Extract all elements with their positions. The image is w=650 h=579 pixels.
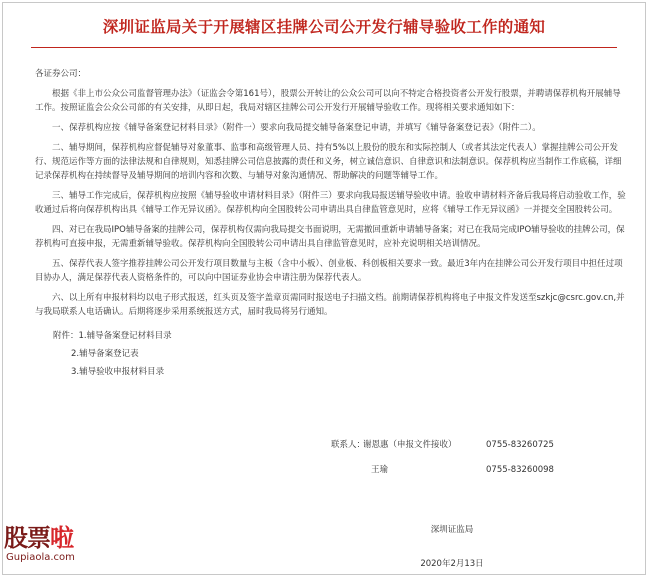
attachment-row [35, 345, 629, 363]
contact-name: 谢恩惠（申报文件接收） [363, 440, 457, 450]
contact-row [331, 438, 601, 463]
paragraph-2: 二、辅导期间，保荐机构应督促辅导对象董事、监事和高级管理人员、持有5%以上股份的股东和实际控制人（或者其法定代表人）掌握挂牌公司公开发行、规范运作等方面的法律法规和自律规则，知悉挂牌公司信息披露的责任和义务，树立诚信意识、自律意识和法制意识。保荐机构应当制作工作底稿，详细记录保荐机构在持续督导及辅导期间的培训内容和次数、与辅导对象沟通情况、帮助解决的问题等辅导工作。 [35, 143, 622, 181]
paragraph-intro: 根据《非上市公众公司监督管理办法》（证监会令第161号），股票公开转让的公众公司可以向不特定合格投资者公开发行股票，并聘请保荐机构开展辅导工作。按照证监会公众公司部的有关安排，从即日起，我局对辖区挂牌公司公开发行开展辅导验收工作。现将相关要求通知如下： [35, 89, 621, 113]
attachment-row [35, 327, 629, 345]
watermark-main [4, 524, 104, 552]
document-body [35, 67, 629, 381]
contacts-block [331, 438, 601, 488]
attachment-row [35, 363, 629, 381]
document-title: 深圳证监局关于开展辖区挂牌公司公开发行辅导验收工作的通知 [102, 18, 546, 36]
attachment-item: 1.辅导备案登记材料目录 [78, 331, 172, 341]
attachments-label: 附件： [53, 331, 79, 341]
document-frame [2, 2, 646, 575]
contact-phone: 0755-83260725 [486, 440, 554, 450]
watermark-site: Gupiaola.com [6, 552, 75, 563]
signature-date: 2020年2月13日 [420, 559, 484, 569]
contact-name: 王瑜 [371, 465, 389, 475]
salutation: 各证券公司： [35, 69, 87, 79]
watermark-text: 股票 [4, 524, 50, 552]
signature-org: 深圳证监局 [430, 525, 474, 535]
paragraph-3: 三、辅导工作完成后，保荐机构应按照《辅导验收申请材料目录》（附件三）要求向我局报送辅导验收申请。验收申请材料齐备后我局将启动验收工作，验收通过后将向保荐机构出具《辅导工作无异议函》。保荐机构向全国股转公司申请出具自律监管意见时，应将《辅导工作无异议函》一并提交全国股转公司。 [35, 191, 626, 215]
title-divider [31, 47, 617, 48]
attachment-item: 2.辅导备案登记表 [71, 349, 139, 359]
contact-row [331, 463, 601, 488]
watermark-logo [4, 524, 104, 564]
paragraph-6: 六、以上所有申报材料均以电子形式报送，红头页及签字盖章页需同时报送电子扫描文档。前期请保荐机构将电子申报文件发送至szkjc@csrc.gov.cn,并与我局联系人电话确认。后期将逐步采用系统报送方式，届时我局将另行通知。 [35, 293, 625, 317]
signature-block [407, 523, 497, 569]
contact-phone: 0755-83260098 [486, 465, 554, 475]
watermark-accent: 啦 [50, 524, 73, 552]
attachment-item: 3.辅导验收申报材料目录 [71, 367, 165, 377]
paragraph-1: 一、保荐机构应按《辅导备案登记材料目录》（附件一）要求向我局提交辅导备案登记申请，并填写《辅导备案登记表》（附件二）。 [52, 123, 541, 133]
attachments-list [35, 327, 629, 381]
paragraph-5: 五、保荐代表人签字推荐挂牌公司公开发行项目数量与主板（含中小板）、创业板、科创板相关要求一致。最近3年内在挂牌公司公开发行项目中担任过项目协办人，满足保荐代表人资格条件的，可以向中国证券业协会申请注册为保荐代表人。 [35, 259, 623, 283]
contacts-label: 联系人： [331, 440, 366, 450]
paragraph-4: 四、对已在我局IPO辅导备案的挂牌公司，保荐机构仅需向我局提交书面说明，无需撤回重新申请辅导备案；对已在我局完成IPO辅导验收的挂牌公司，保荐机构可直接申报，无需重新辅导验收。保荐机构向全国股转公司申请出具自律监管意见时，应补充说明相关培训情况。 [35, 225, 625, 249]
